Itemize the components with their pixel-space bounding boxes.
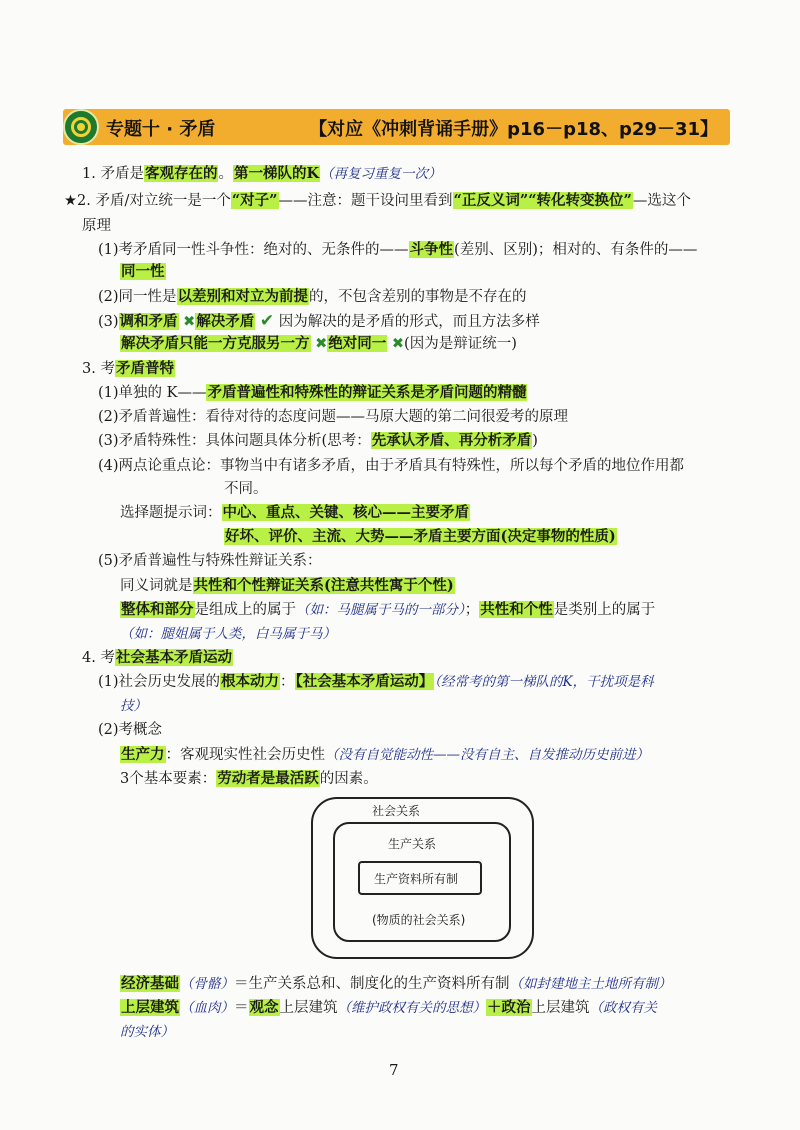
item-4-1: (1)社会历史发展的根本动力：【社会基本矛盾运动】（经常考的第一梯队的K，干扰项是科 — [98, 673, 654, 690]
cross-icon: ✖ — [315, 336, 328, 352]
cross-icon: ✖ — [391, 336, 405, 352]
item-1: 1. 矛盾是客观存在的。第一梯队的K（再复习重复一次） — [82, 165, 442, 182]
item-3-5: (5)矛盾普遍性与特殊性辩证关系： — [98, 553, 322, 569]
social-relations-label: 社会关系 — [372, 804, 421, 818]
item-3-5-b: 整体和部分是组成上的属于（如：马腿属于马的一部分）；共性和个性是类别上的属于 — [121, 601, 656, 618]
choice-hint-line-1: 选择题提示词：中心、重点、关键、核心——主要矛盾 — [120, 504, 469, 521]
page-number: 7 — [389, 1061, 399, 1079]
section-reference: 【对应《冲刺背诵手册》p16－p18、p29－31】 — [309, 119, 718, 140]
ownership-label: 生产资料所有制 — [374, 872, 459, 886]
item-4-2: (2)考概念 — [98, 722, 163, 738]
item-2-cont: 原理 — [82, 218, 111, 234]
material-relations-label: (物质的社会关系) — [372, 913, 466, 927]
item-2-3-cont: 解决矛盾只能一方克服另一方 ✖绝对同一 ✖(因为是辩证统一) — [121, 335, 517, 352]
productivity-line: 生产力：客观现实性社会历史性（没有自觉能动性——没有自主、自发推动历史前进） — [121, 746, 649, 763]
item-2-1-cont: 同一性 — [121, 263, 165, 280]
economic-base-line: 经济基础（骨骼）＝生产关系总和、制度化的生产资料所有制（如封建地主土地所有制） — [121, 975, 672, 992]
circle-badge-icon — [63, 109, 99, 145]
item-3-2: (2)矛盾普遍性：看待对待的态度问题——马原大题的第二问很爱考的原理 — [98, 409, 569, 425]
star-icon: ★ — [64, 193, 77, 209]
superstructure-line: 上层建筑（血肉）＝观念上层建筑（维护政权有关的思想）＋政治上层建筑（政权有关 — [121, 999, 657, 1016]
item-4: 4. 考社会基本矛盾运动 — [82, 649, 232, 666]
item-3-1: (1)单独的 K——矛盾普遍性和特殊性的辩证关系是矛盾问题的精髓 — [98, 384, 527, 401]
cross-icon: ✖ — [183, 314, 196, 330]
production-relations-label: 生产关系 — [388, 837, 437, 851]
three-elements-line: 3个基本要素：劳动者是最活跃的因素。 — [120, 770, 378, 787]
item-3-3: (3)矛盾特殊性：具体问题具体分析(思考：先承认矛盾、再分析矛盾) — [98, 432, 538, 449]
check-icon: ✔ — [259, 311, 275, 331]
item-3-5-b-cont: （如：腿姐属于人类，白马属于马） — [120, 626, 336, 642]
item-3-4: (4)两点论重点论：事物当中有诸多矛盾，由于矛盾具有特殊性，所以每个矛盾的地位作用都 — [98, 458, 685, 474]
choice-hint-line-2: 好坏、评价、主流、大势——矛盾主要方面(决定事物的性质) — [225, 528, 616, 545]
section-title: 专题十 · 矛盾 — [106, 119, 216, 140]
item-3: 3. 考矛盾普特 — [82, 360, 174, 377]
item-2: ★2. 矛盾/对立统一是一个“对子”——注意：题干设问里看到“正反义词”“转化转变换位”—选这个 — [64, 192, 691, 209]
item-2-2: (2)同一性是以差别和对立为前提的，不包含差别的事物是不存在的 — [98, 288, 527, 305]
item-4-1-cont: 技） — [120, 698, 147, 714]
item-2-1: (1)考矛盾同一性斗争性：绝对的、无条件的——斗争性(差别、区别)；相对的、有条件的—— — [98, 241, 698, 258]
item-2-3: (3)调和矛盾 ✖解决矛盾 ✔ 因为解决的是矛盾的形式，而且方法多样 — [98, 311, 540, 331]
superstructure-line-cont: 的实体） — [120, 1024, 174, 1040]
item-3-4-cont: 不同。 — [224, 481, 268, 497]
item-3-5-a: 同义词就是共性和个性辩证关系(注意共性寓于个性) — [120, 577, 454, 594]
